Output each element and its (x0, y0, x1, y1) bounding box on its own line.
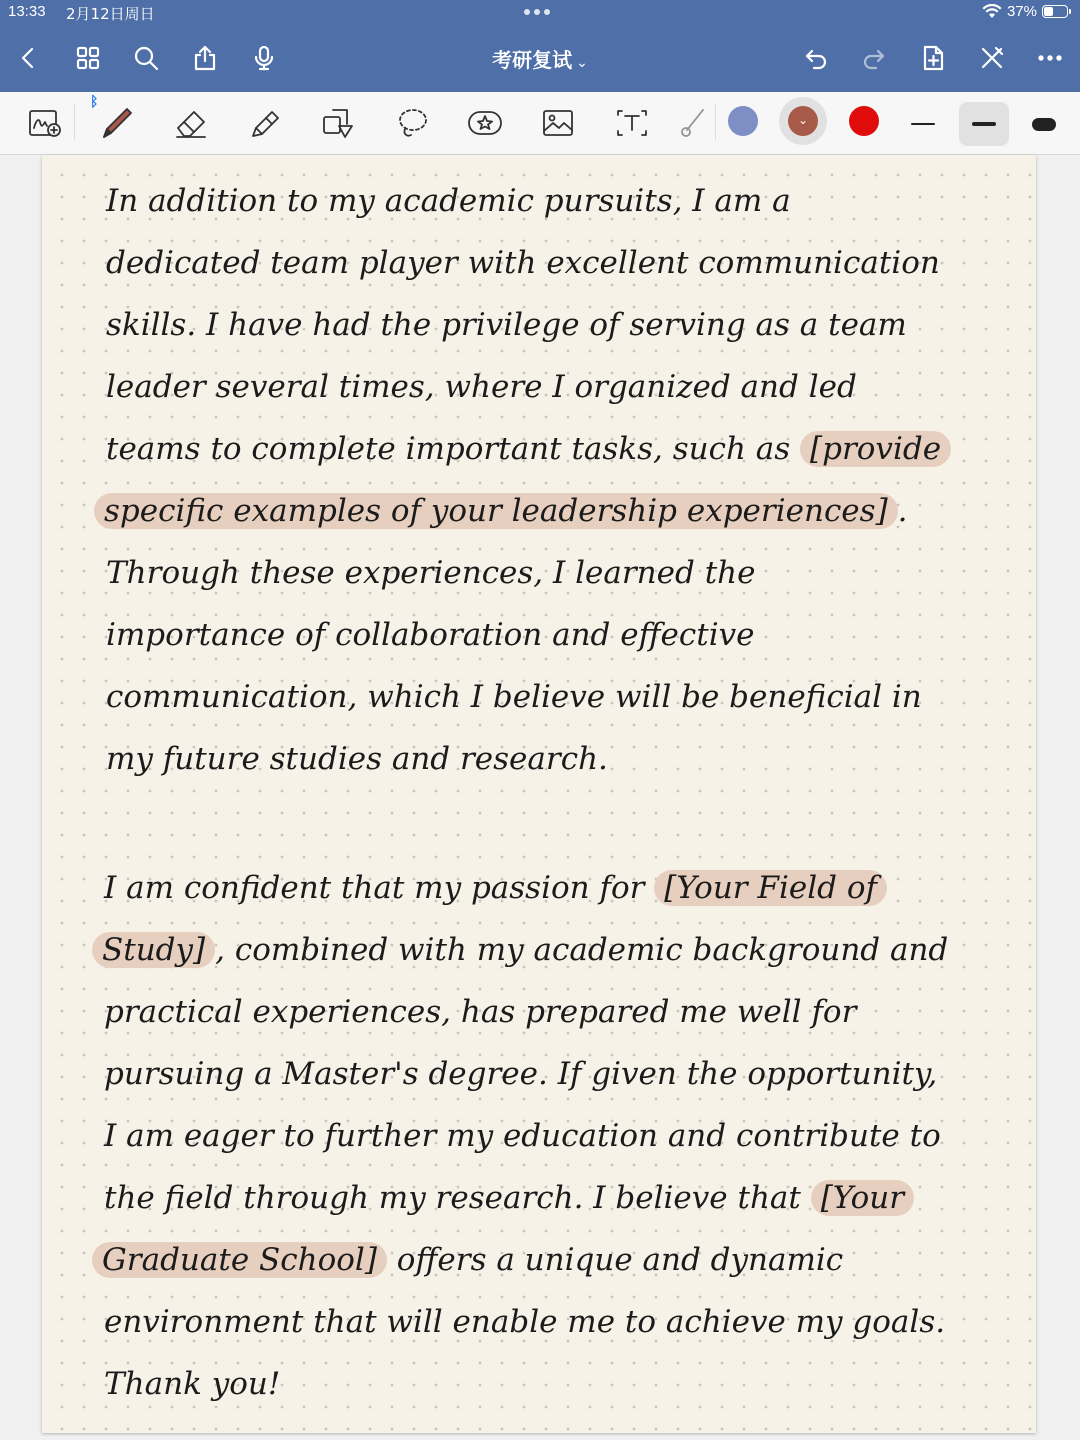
status-date: 2月12日周日 (66, 5, 155, 23)
text-line (104, 857, 1004, 919)
stroke-medium-icon (972, 122, 996, 126)
search-icon (132, 44, 160, 72)
more-icon (1036, 44, 1064, 72)
redo-button[interactable] (856, 40, 892, 76)
paragraph-1 (106, 170, 1006, 790)
text-line: Through these experiences, I learned the (106, 555, 756, 591)
text-line: Thank you! (104, 1366, 281, 1402)
note-page[interactable] (42, 155, 1036, 1433)
voice-record-button[interactable] (246, 40, 282, 76)
text-segment: offers a unique and dynamic (386, 1242, 844, 1278)
close-toolbar-button[interactable] (974, 40, 1010, 76)
text-line (106, 418, 1006, 480)
text-box-icon (613, 104, 651, 142)
text-line: practical experiences, has prepared me well for (104, 994, 857, 1030)
highlighter-tool-button[interactable] (242, 100, 288, 146)
share-icon (191, 44, 219, 72)
pen-icon (98, 104, 136, 142)
highlight-placeholder: [Your (811, 1180, 914, 1216)
laser-pointer-icon (673, 104, 711, 142)
text-line: skills. I have had the privilege of serving as a team (106, 307, 907, 343)
pen-tool-button[interactable] (90, 94, 140, 146)
stroke-thick-icon (1032, 118, 1056, 131)
canvas-area[interactable] (0, 155, 1080, 1440)
lasso-tool-button[interactable] (389, 100, 435, 146)
color-swatch-brown[interactable] (788, 106, 818, 136)
sticker-tool-button[interactable] (462, 100, 508, 146)
text-line: pursuing a Master's degree. If given the opportunity, (104, 1056, 938, 1092)
paragraph-2 (104, 857, 1004, 1415)
drawing-toolbar (0, 92, 1080, 155)
bluetooth-icon: ᛒ (90, 94, 99, 110)
text-line: leader several times, where I organized and led (106, 369, 857, 405)
stroke-thin-button[interactable] (898, 102, 948, 146)
text-tool-button[interactable] (609, 100, 655, 146)
text-line: environment that will enable me to achieve my goals. (104, 1304, 946, 1340)
back-button[interactable] (10, 40, 46, 76)
star-sticker-icon (466, 104, 504, 142)
search-button[interactable] (128, 40, 164, 76)
text-segment: the field through my research. I believe that (104, 1180, 811, 1216)
more-button[interactable] (1032, 40, 1068, 76)
color-swatch-red[interactable] (849, 106, 879, 136)
multitasking-dots-icon[interactable] (524, 9, 550, 15)
wifi-icon (982, 4, 1002, 20)
share-button[interactable] (187, 40, 223, 76)
text-line (104, 1167, 1004, 1229)
text-line: dedicated team player with excellent communication (106, 245, 940, 281)
status-time: 13:33 (8, 3, 46, 20)
eraser-icon (172, 104, 210, 142)
undo-icon (802, 44, 830, 72)
status-right (982, 3, 1068, 20)
highlight-placeholder: specific examples of your leadership experiences] (94, 493, 898, 529)
text-line (92, 919, 1004, 981)
image-tool-button[interactable] (535, 100, 581, 146)
app-header (0, 0, 1080, 92)
stroke-medium-button[interactable] (959, 102, 1009, 146)
text-line: communication, which I believe will be beneficial in (106, 679, 922, 715)
handwriting-tool-button[interactable] (22, 100, 68, 146)
stroke-thick-button[interactable] (1019, 102, 1069, 146)
battery-icon (1042, 5, 1068, 18)
text-line (92, 1229, 1004, 1291)
highlight-placeholder: [provide (800, 431, 951, 467)
add-page-button[interactable] (915, 40, 951, 76)
color-swatch-blue[interactable] (728, 106, 758, 136)
highlight-placeholder: [Your Field of (654, 870, 887, 906)
text-segment: . (897, 493, 908, 529)
lasso-icon (393, 104, 431, 142)
undo-button[interactable] (798, 40, 834, 76)
handwriting-zoom-icon (26, 104, 64, 142)
highlighter-icon (246, 104, 284, 142)
document-title-text: 考研复试 (492, 48, 573, 72)
highlight-placeholder: Graduate School] (92, 1242, 387, 1278)
chevron-left-icon (14, 44, 42, 72)
eraser-tool-button[interactable] (168, 100, 214, 146)
redo-icon (860, 44, 888, 72)
text-line: In addition to my academic pursuits, I am a (106, 183, 791, 219)
text-segment: , combined with my academic background and (215, 932, 949, 968)
text-segment: I am confident that my passion for (104, 870, 655, 906)
shapes-icon (319, 104, 357, 142)
thumbnails-button[interactable] (70, 40, 106, 76)
battery-fill (1044, 7, 1053, 16)
document-title[interactable] (440, 44, 640, 73)
battery-percent: 37% (1006, 3, 1037, 20)
text-segment: teams to complete important tasks, such as (106, 431, 801, 467)
add-page-icon (919, 44, 947, 72)
selected-color-marker: ⌄ (797, 112, 809, 127)
text-line: I am eager to further my education and contribute to (104, 1118, 941, 1154)
image-icon (539, 104, 577, 142)
stroke-thin-icon (911, 123, 935, 125)
highlight-placeholder: Study] (92, 932, 215, 968)
text-line: importance of collaboration and effective (106, 617, 755, 653)
toolbar-divider (74, 104, 75, 140)
microphone-icon (250, 44, 278, 72)
laser-pointer-button[interactable] (672, 100, 712, 146)
close-pen-icon (978, 44, 1006, 72)
text-line (94, 480, 1006, 542)
text-line: my future studies and research. (106, 741, 608, 777)
grid-icon (74, 44, 102, 72)
shapes-tool-button[interactable] (315, 100, 361, 146)
chevron-down-icon: ⌄ (576, 55, 588, 71)
toolbar-divider (715, 104, 716, 140)
